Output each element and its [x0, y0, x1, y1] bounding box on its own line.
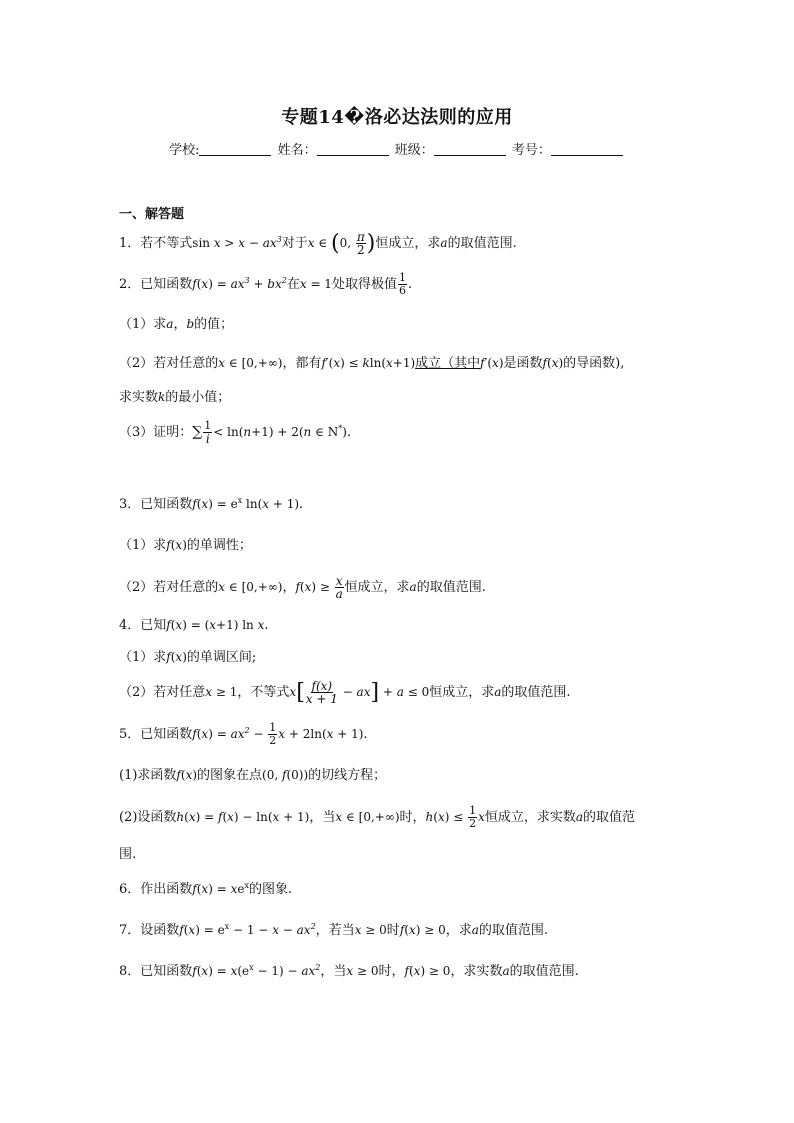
problem-5-part-2: (2)设函数h(x) = f(x) − ln(x + 1)，当x ∈ [0,+∞)时，h(x) ≤ $\frac{1}{2}$ x恒成立，求实数a的取值范 [119, 804, 636, 830]
name-label: 姓名： [277, 143, 317, 158]
problem-2-part-2: （2）若对任意的x ∈ [0,+∞)，都有f′(x) ≤ kln(x+1)成立（其中f′(x)是函数f(x)的导函数), [119, 356, 625, 371]
school-blank [199, 143, 271, 156]
problem-1: 1．若不等式$\sin x > x - ax^3$对于x ∈ (0, $\frac{\pi}{2}$ )恒成立，求a的取值范围. [119, 230, 517, 257]
problem-4: 4．已知f(x) = (x+1) ln x. [119, 618, 269, 633]
exam-number-blank [551, 143, 623, 156]
problem-4-part-1: （1）求f(x)的单调区间; [119, 650, 257, 665]
school-label: 学校: [169, 143, 200, 158]
problem-2-part-2-cont: 求实数k的最小值； [119, 390, 231, 405]
problem-7: 7．设函数$f(x) = e^x - 1 - x - ax^2$，若当x ≥ 0时f(x) ≥ 0，求a的取值范围. [119, 922, 549, 938]
problem-5-part-2-cont: 围. [119, 847, 137, 862]
exam-number-label: 考号： [511, 143, 551, 158]
problem-5-part-1: (1)求函数f(x)的图象在点(0, f(0))的切线方程； [119, 768, 387, 783]
section-heading: 一、解答题 [119, 207, 185, 222]
problem-8: 8．已知函数$f(x) = x(e^x - 1) - ax^2$，当x ≥ 0时，f(x) ≥ 0，求实数a的取值范围. [119, 963, 579, 979]
problem-2-part-3: （3）证明：∑ $\frac{1}{i}$ < ln(n+1) + 2(n ∈ N*). [119, 419, 352, 446]
student-info-line [0, 139, 794, 158]
problem-2: 2．已知函数$f(x) = ax^3 + bx^2$在x = 1处取得极值 $\frac{1}{6}$ . [119, 271, 413, 297]
problem-4-part-2: （2）若对任意x ≥ 1，不等式x[ $\frac{f(x)}{x + 1}$ − ax] + a ≤ 0恒成立，求a的取值范围. [119, 679, 571, 706]
problem-2-part-1: （1）求a，b的值； [119, 317, 234, 332]
class-label: 班级： [394, 143, 434, 158]
problem-6: 6．作出函数$f(x) = xe^x$的图象. [119, 881, 293, 897]
problem-3-part-2: （2）若对任意的x ∈ [0,+∞)，f(x) ≥ $\frac{x}{a}$ 恒成立，求a的取值范围. [119, 574, 486, 601]
problem-3: 3．已知函数$f(x) = e^x$ ln(x + 1). [119, 496, 304, 512]
name-blank [317, 143, 389, 156]
class-blank [434, 143, 506, 156]
problem-5: 5．已知函数$f(x) = ax^2$ − $\frac{1}{2}$ x + 2ln(x + 1). [119, 721, 368, 747]
page-title: 专题14�洛必达法则的应用 [281, 107, 513, 128]
problem-3-part-1: （1）求f(x)的单调性； [119, 538, 252, 553]
